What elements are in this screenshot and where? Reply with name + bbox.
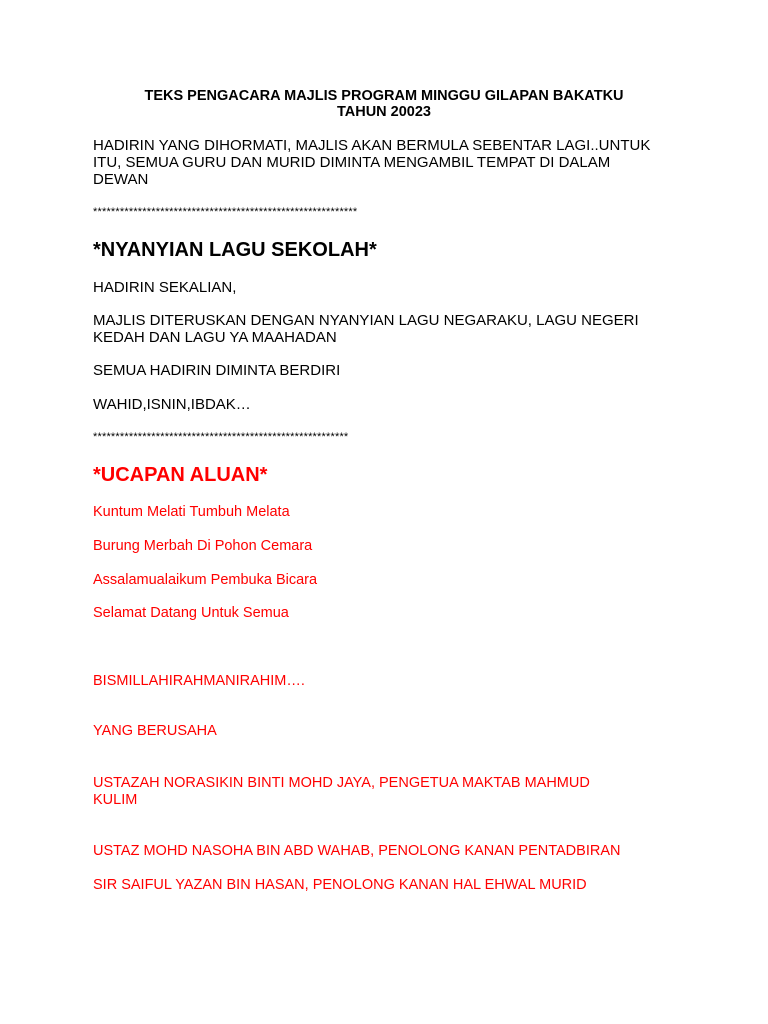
songs-line-2: KEDAH DAN LAGU YA MAAHADAN [93,329,337,346]
guest-2-line: USTAZ MOHD NASOHA BIN ABD WAHAB, PENOLONG KANAN PENTADBIRAN [93,843,621,859]
document-title-line-1: TEKS PENGACARA MAJLIS PROGRAM MINGGU GILAPAN BAKATKU [144,88,624,104]
greeting-hadirin: HADIRIN SEKALIAN, [93,279,237,296]
guest-1-line-2: KULIM [93,792,138,808]
count-in: WAHID,ISNIN,IBDAK… [93,396,251,413]
guest-3-line: SIR SAIFUL YAZAN BIN HASAN, PENOLONG KANAN HAL EHWAL MURID [93,877,587,893]
stand-instruction: SEMUA HADIRIN DIMINTA BERDIRI [93,362,341,379]
bismillah-line: BISMILLAHIRAHMANIRAHIM…. [93,673,305,689]
pantun-line-2: Burung Merbah Di Pohon Cemara [93,538,313,554]
yang-berusaha-line: YANG BERUSAHA [93,723,217,739]
intro-line-1: HADIRIN YANG DIHORMATI, MAJLIS AKAN BERMULA SEBENTAR LAGI..UNTUK [93,137,651,154]
pantun-line-3: Assalamualaikum Pembuka Bicara [93,572,318,588]
intro-line-2: ITU, SEMUA GURU DAN MURID DIMINTA MENGAMBIL TEMPAT DI DALAM [93,154,611,171]
intro-line-3: DEWAN [93,171,149,188]
guest-1-line-1: USTAZAH NORASIKIN BINTI MOHD JAYA, PENGETUA MAKTAB MAHMUD [93,775,590,791]
section-heading-nyanyian: *NYANYIAN LAGU SEKOLAH* [93,239,377,261]
separator-stars-2: ********************************************************* [93,431,349,443]
songs-line-1: MAJLIS DITERUSKAN DENGAN NYANYIAN LAGU NEGARAKU, LAGU NEGERI [93,312,639,329]
pantun-line-1: Kuntum Melati Tumbuh Melata [93,504,290,520]
document-title-line-2: TAHUN 20023 [336,104,432,120]
pantun-line-4: Selamat Datang Untuk Semua [93,605,289,621]
separator-stars-1: *********************************************************** [93,206,358,218]
section-heading-ucapan-aluan: *UCAPAN ALUAN* [93,464,268,486]
